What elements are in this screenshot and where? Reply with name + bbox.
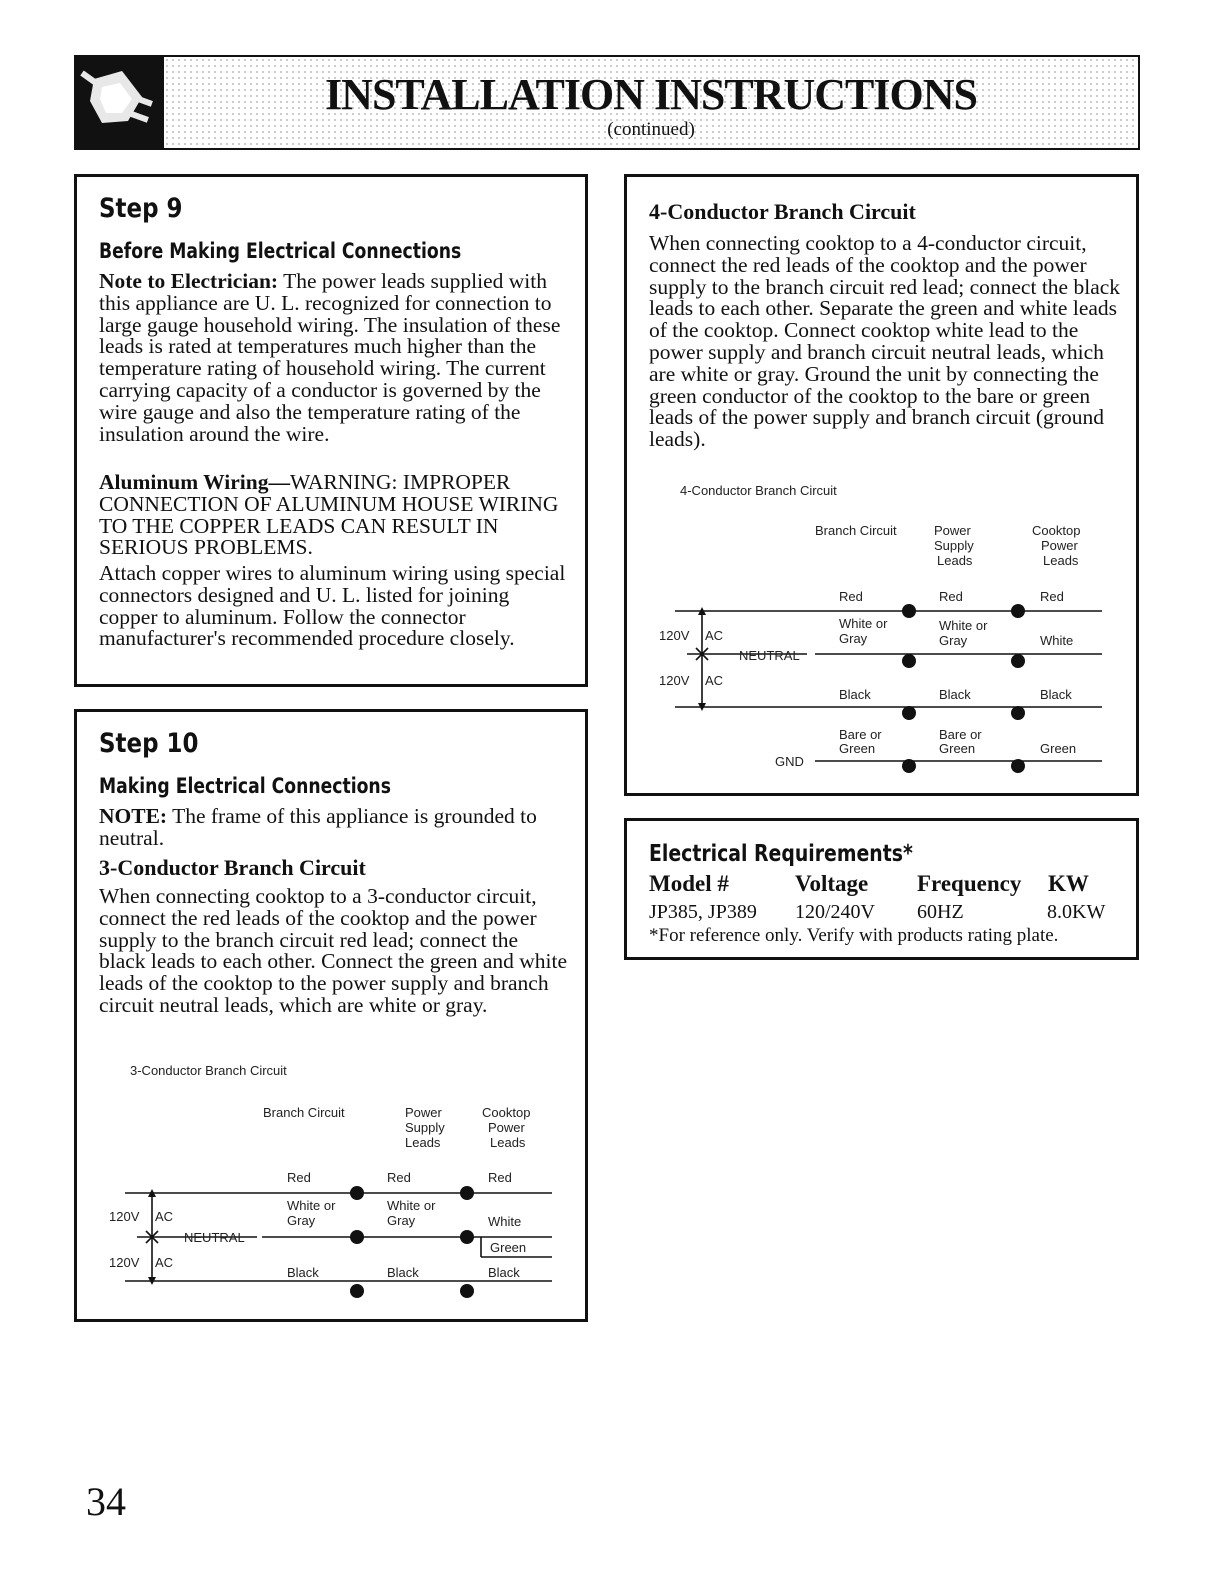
three-conductor-caption: 3-Conductor Branch Circuit: [130, 1063, 287, 1078]
requirements-header-row: [627, 871, 1136, 901]
col-branch: Branch Circuit: [815, 523, 897, 538]
step10-subheading: Making Electrical Connections: [99, 774, 391, 798]
step9-note: [99, 271, 569, 445]
col-cooktop-1: Cooktop: [1032, 523, 1081, 538]
label-red: Red: [488, 1170, 512, 1185]
label-red: Red: [1040, 589, 1064, 604]
label-gnd: GND: [775, 754, 804, 769]
label-white-or: White or: [287, 1198, 336, 1213]
connector-dot: [460, 1284, 474, 1298]
col-supply-2: Supply: [934, 538, 974, 553]
label-red: Red: [939, 589, 963, 604]
label-neutral: NEUTRAL: [739, 648, 800, 663]
note-text: The power leads supplied with this appliance are U. L. recognized for connection to large gauge household wiring. The insulation of these leads is rated at temperatures much higher than the temperature rating of household wiring. The current carrying capacity of a conductor is governed by the wire gauge and also the temperature rating of the insulation around the wire.: [99, 269, 561, 446]
label-ac: AC: [155, 1255, 174, 1270]
step9-attach: Attach copper wires to aluminum wiring using special connectors designed and U. L. listed for joining copper to aluminum. Follow the connector manufacturer's recommended procedure closely.: [99, 561, 566, 651]
label-white: White: [1040, 633, 1074, 648]
label-ac: AC: [155, 1209, 174, 1224]
label-red: Red: [839, 589, 863, 604]
requirements-box: [624, 818, 1139, 960]
page-subtitle: (continued): [607, 119, 695, 140]
label-ac: AC: [705, 673, 724, 688]
connector-dot: [460, 1186, 474, 1200]
three-conductor-heading: 3-Conductor Branch Circuit: [99, 855, 366, 880]
connector-dot: [1011, 759, 1025, 773]
aluminum-label: Aluminum Wiring—: [99, 470, 290, 494]
label-volt: 120V: [659, 673, 690, 688]
note-text: The frame of this appliance is grounded to neutral.: [99, 804, 537, 850]
requirements-value-row: [627, 901, 1136, 927]
col-supply-2: Supply: [405, 1120, 445, 1135]
step9-aluminum: [99, 472, 569, 559]
label-bare-or: Bare or: [939, 727, 982, 742]
col-supply-1: Power: [405, 1105, 442, 1120]
col-cooktop-2: Power: [1041, 538, 1078, 553]
four-conductor-box: [624, 174, 1139, 796]
label-gray: Gray: [839, 631, 868, 646]
label-black: Black: [488, 1265, 520, 1280]
label-white-or: White or: [939, 618, 988, 633]
col-supply-3: Leads: [937, 553, 973, 568]
note-label: NOTE:: [99, 804, 168, 828]
col-cooktop-3: Leads: [1043, 553, 1079, 568]
aluminum-warning: WARNING: IMPROPER CONNECTION OF ALUMINUM HOUSE WIRING TO THE COPPER LEADS CAN RESULT IN SERIOUS PROBLEMS.: [99, 470, 559, 560]
label-green: Green: [939, 741, 976, 756]
label-green: Green: [1040, 741, 1077, 756]
kw-value: 8.0KW: [1047, 901, 1106, 923]
col-supply-1: Power: [934, 523, 971, 538]
label-ac: AC: [705, 628, 724, 643]
connector-dot: [460, 1230, 474, 1244]
page-header: [74, 55, 1140, 150]
step9-box: [74, 174, 588, 687]
step9-heading: Step 9: [99, 193, 183, 224]
page-title: INSTALLATION INSTRUCTIONS: [325, 70, 977, 119]
col-cooktop-3: Leads: [490, 1135, 526, 1150]
label-white-or: White or: [387, 1198, 436, 1213]
four-conductor-text: When connecting cooktop to a 4-conductor circuit, connect the red leads of the cooktop and the power supply to the branch circuit red lead; connect the black leads to each other. Separate the green and white leads of the cooktop. Connect cooktop white lead to the power supply and branch circuit neutral leads, which are white or gray. Ground the unit by connecting the green conductor of the cooktop to the bare or green leads of the power supply and branch circuit (ground leads).: [649, 231, 1121, 452]
connector-dot: [1011, 604, 1025, 618]
label-volt: 120V: [659, 628, 690, 643]
col-frequency: Frequency: [917, 871, 1022, 896]
label-volt: 120V: [109, 1255, 140, 1270]
label-green: Green: [839, 741, 876, 756]
label-black: Black: [839, 687, 871, 702]
label-volt: 120V: [109, 1209, 140, 1224]
plug-icon: [76, 57, 164, 148]
connector-dot: [902, 759, 916, 773]
col-cooktop-1: Cooktop: [482, 1105, 531, 1120]
three-conductor-diagram: [97, 1097, 567, 1307]
step9-subheading: Before Making Electrical Connections: [99, 239, 462, 263]
four-conductor-diagram: [647, 517, 1127, 787]
col-model: Model #: [649, 871, 729, 896]
title-area: [164, 57, 1138, 148]
label-black: Black: [1040, 687, 1072, 702]
label-gray: Gray: [287, 1213, 316, 1228]
label-black: Black: [939, 687, 971, 702]
connector-dot: [350, 1284, 364, 1298]
connector-dot: [902, 604, 916, 618]
label-black: Black: [387, 1265, 419, 1280]
col-kw: KW: [1048, 871, 1089, 896]
note-label: Note to Electrician:: [99, 269, 279, 293]
label-gray: Gray: [387, 1213, 416, 1228]
connector-dot: [902, 654, 916, 668]
connector-dot: [1011, 654, 1025, 668]
step10-note: [99, 806, 569, 850]
label-black: Black: [287, 1265, 319, 1280]
connector-dot: [1011, 706, 1025, 720]
step10-box: [74, 709, 588, 1322]
connector-dot: [902, 706, 916, 720]
label-bare-or: Bare or: [839, 727, 882, 742]
connector-dot: [350, 1186, 364, 1200]
label-red: Red: [287, 1170, 311, 1185]
label-green: Green: [490, 1240, 527, 1255]
four-conductor-caption: 4-Conductor Branch Circuit: [680, 483, 837, 498]
model-value: JP385, JP389: [649, 901, 757, 923]
label-white: White: [488, 1214, 522, 1229]
requirements-heading: Electrical Requirements*: [649, 841, 913, 867]
col-branch: Branch Circuit: [263, 1105, 345, 1120]
page-number: 34: [86, 1479, 126, 1524]
label-gray: Gray: [939, 633, 968, 648]
label-neutral: NEUTRAL: [184, 1230, 245, 1245]
voltage-value: 120/240V: [795, 901, 875, 923]
col-voltage: Voltage: [795, 871, 869, 896]
step10-heading: Step 10: [99, 728, 199, 759]
three-conductor-text: When connecting cooktop to a 3-conductor circuit, connect the red leads of the cooktop and the power supply to the branch circuit red lead; connect the black leads to each other. Connect the green and white leads of the cooktop to the power supply and branch circuit neutral leads, which are white or gray.: [99, 884, 568, 1017]
connector-dot: [350, 1230, 364, 1244]
label-red: Red: [387, 1170, 411, 1185]
frequency-value: 60HZ: [917, 901, 964, 923]
col-supply-3: Leads: [405, 1135, 441, 1150]
four-conductor-heading: 4-Conductor Branch Circuit: [649, 199, 916, 224]
col-cooktop-2: Power: [488, 1120, 525, 1135]
label-white-or: White or: [839, 616, 888, 631]
requirements-footnote: *For reference only. Verify with products rating plate.: [649, 925, 1059, 946]
